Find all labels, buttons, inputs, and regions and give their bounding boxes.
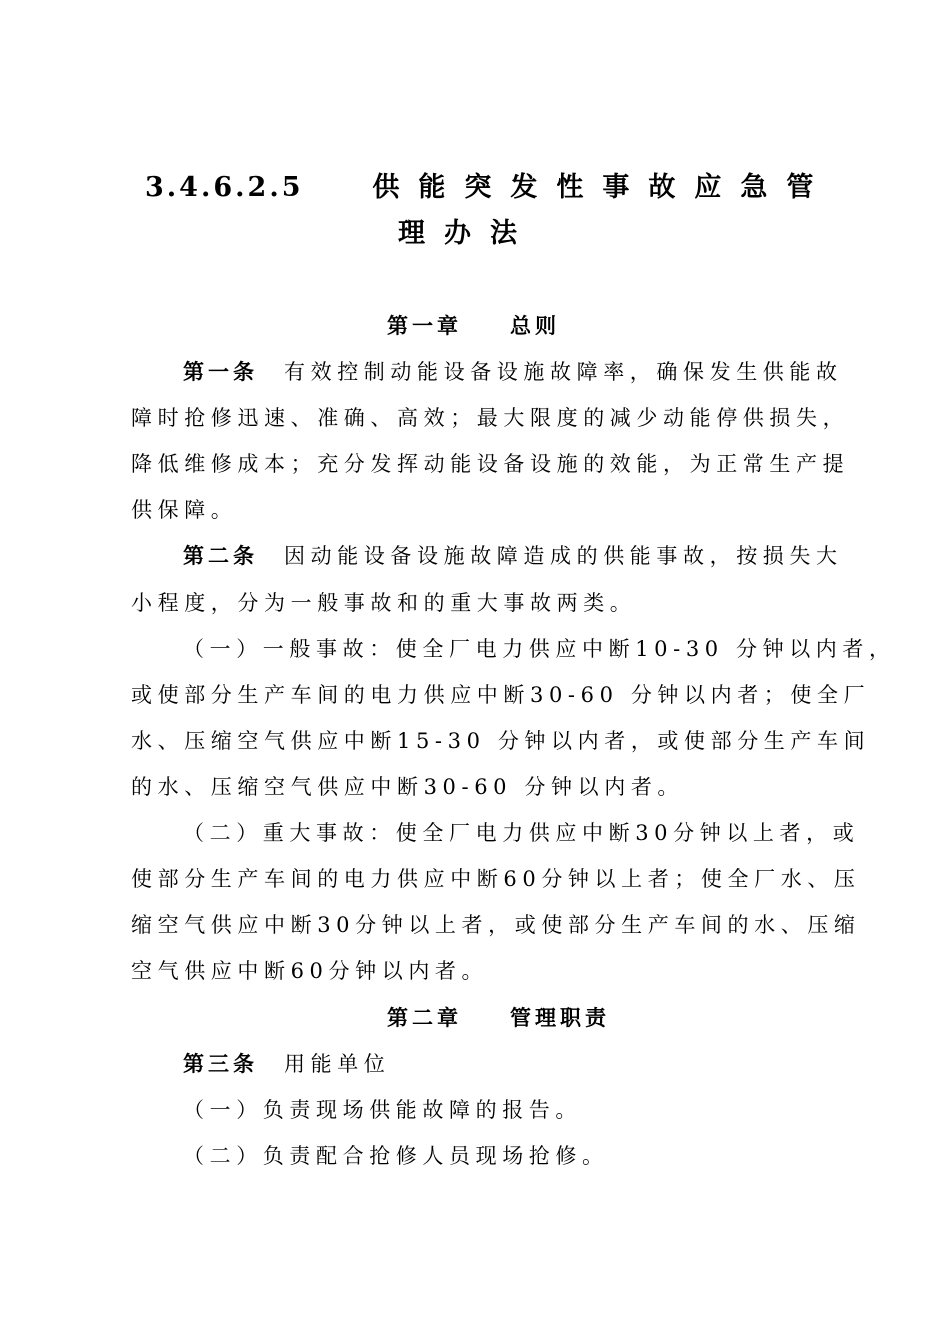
article-1-line-1 bbox=[183, 358, 843, 386]
chapter-2-label: 第二章 bbox=[387, 1005, 462, 1030]
article-3-label: 第三条 bbox=[183, 1051, 258, 1076]
major-accident-line-2: 使部分生产车间的电力供应中断60分钟以上者；使全厂水、压 bbox=[131, 867, 861, 891]
major-accident-line-4: 空气供应中断60分钟以内者。 bbox=[131, 959, 489, 983]
general-accident-line-1: （一）一般事故：使全厂电力供应中断10-30 分钟以内者， bbox=[183, 637, 896, 661]
chapter-1-name: 总则 bbox=[510, 313, 560, 338]
document-title-line-1 bbox=[145, 170, 832, 206]
major-accident-line-3: 缩空气供应中断30分钟以上者，或使部分生产车间的水、压缩 bbox=[131, 913, 861, 937]
major-accident-line-1: （二）重大事故：使全厂电力供应中断30分钟以上者，或 bbox=[183, 821, 860, 845]
article-1-line-4: 供保障。 bbox=[131, 498, 238, 522]
chapter-1-label: 第一章 bbox=[387, 313, 462, 338]
article-1-text: 有效控制动能设备设施故障率，确保发生供能故 bbox=[284, 360, 843, 384]
article-1-label: 第一条 bbox=[183, 359, 258, 384]
article-2-line-2: 小程度，分为一般事故和的重大事故两类。 bbox=[131, 591, 637, 615]
article-1-line-3: 降低维修成本；充分发挥动能设备设施的效能，为正常生产提 bbox=[131, 452, 850, 476]
general-accident-line-4: 的水、压缩空气供应中断30-60 分钟以内者。 bbox=[131, 775, 685, 799]
general-accident-line-3: 水、压缩空气供应中断15-30 分钟以内者，或使部分生产车间 bbox=[131, 729, 871, 753]
article-2-line-1 bbox=[183, 542, 843, 570]
general-accident-line-2: 或使部分生产车间的电力供应中断30-60 分钟以内者；使全厂 bbox=[131, 683, 871, 707]
title-text: 供能突发性事故应急管 bbox=[372, 172, 833, 203]
article-1-line-2: 障时抢修迅速、准确、高效；最大限度的减少动能停供损失， bbox=[131, 406, 850, 430]
article-3-item-2: （二）负责配合抢修人员现场抢修。 bbox=[183, 1144, 609, 1168]
article-2-label: 第二条 bbox=[183, 543, 258, 568]
article-3-item-1: （一）负责现场供能故障的报告。 bbox=[183, 1098, 582, 1122]
chapter-heading-1 bbox=[387, 312, 560, 340]
chapter-heading-2 bbox=[387, 1004, 610, 1032]
document-title-line-2: 理办法 bbox=[398, 218, 536, 249]
article-3-line-1 bbox=[183, 1050, 390, 1078]
chapter-2-name: 管理职责 bbox=[510, 1005, 610, 1030]
title-section-number: 3.4.6.2.5 bbox=[145, 172, 304, 203]
article-2-text: 因动能设备设施故障造成的供能事故，按损失大 bbox=[284, 544, 843, 568]
article-3-text: 用能单位 bbox=[284, 1052, 391, 1076]
